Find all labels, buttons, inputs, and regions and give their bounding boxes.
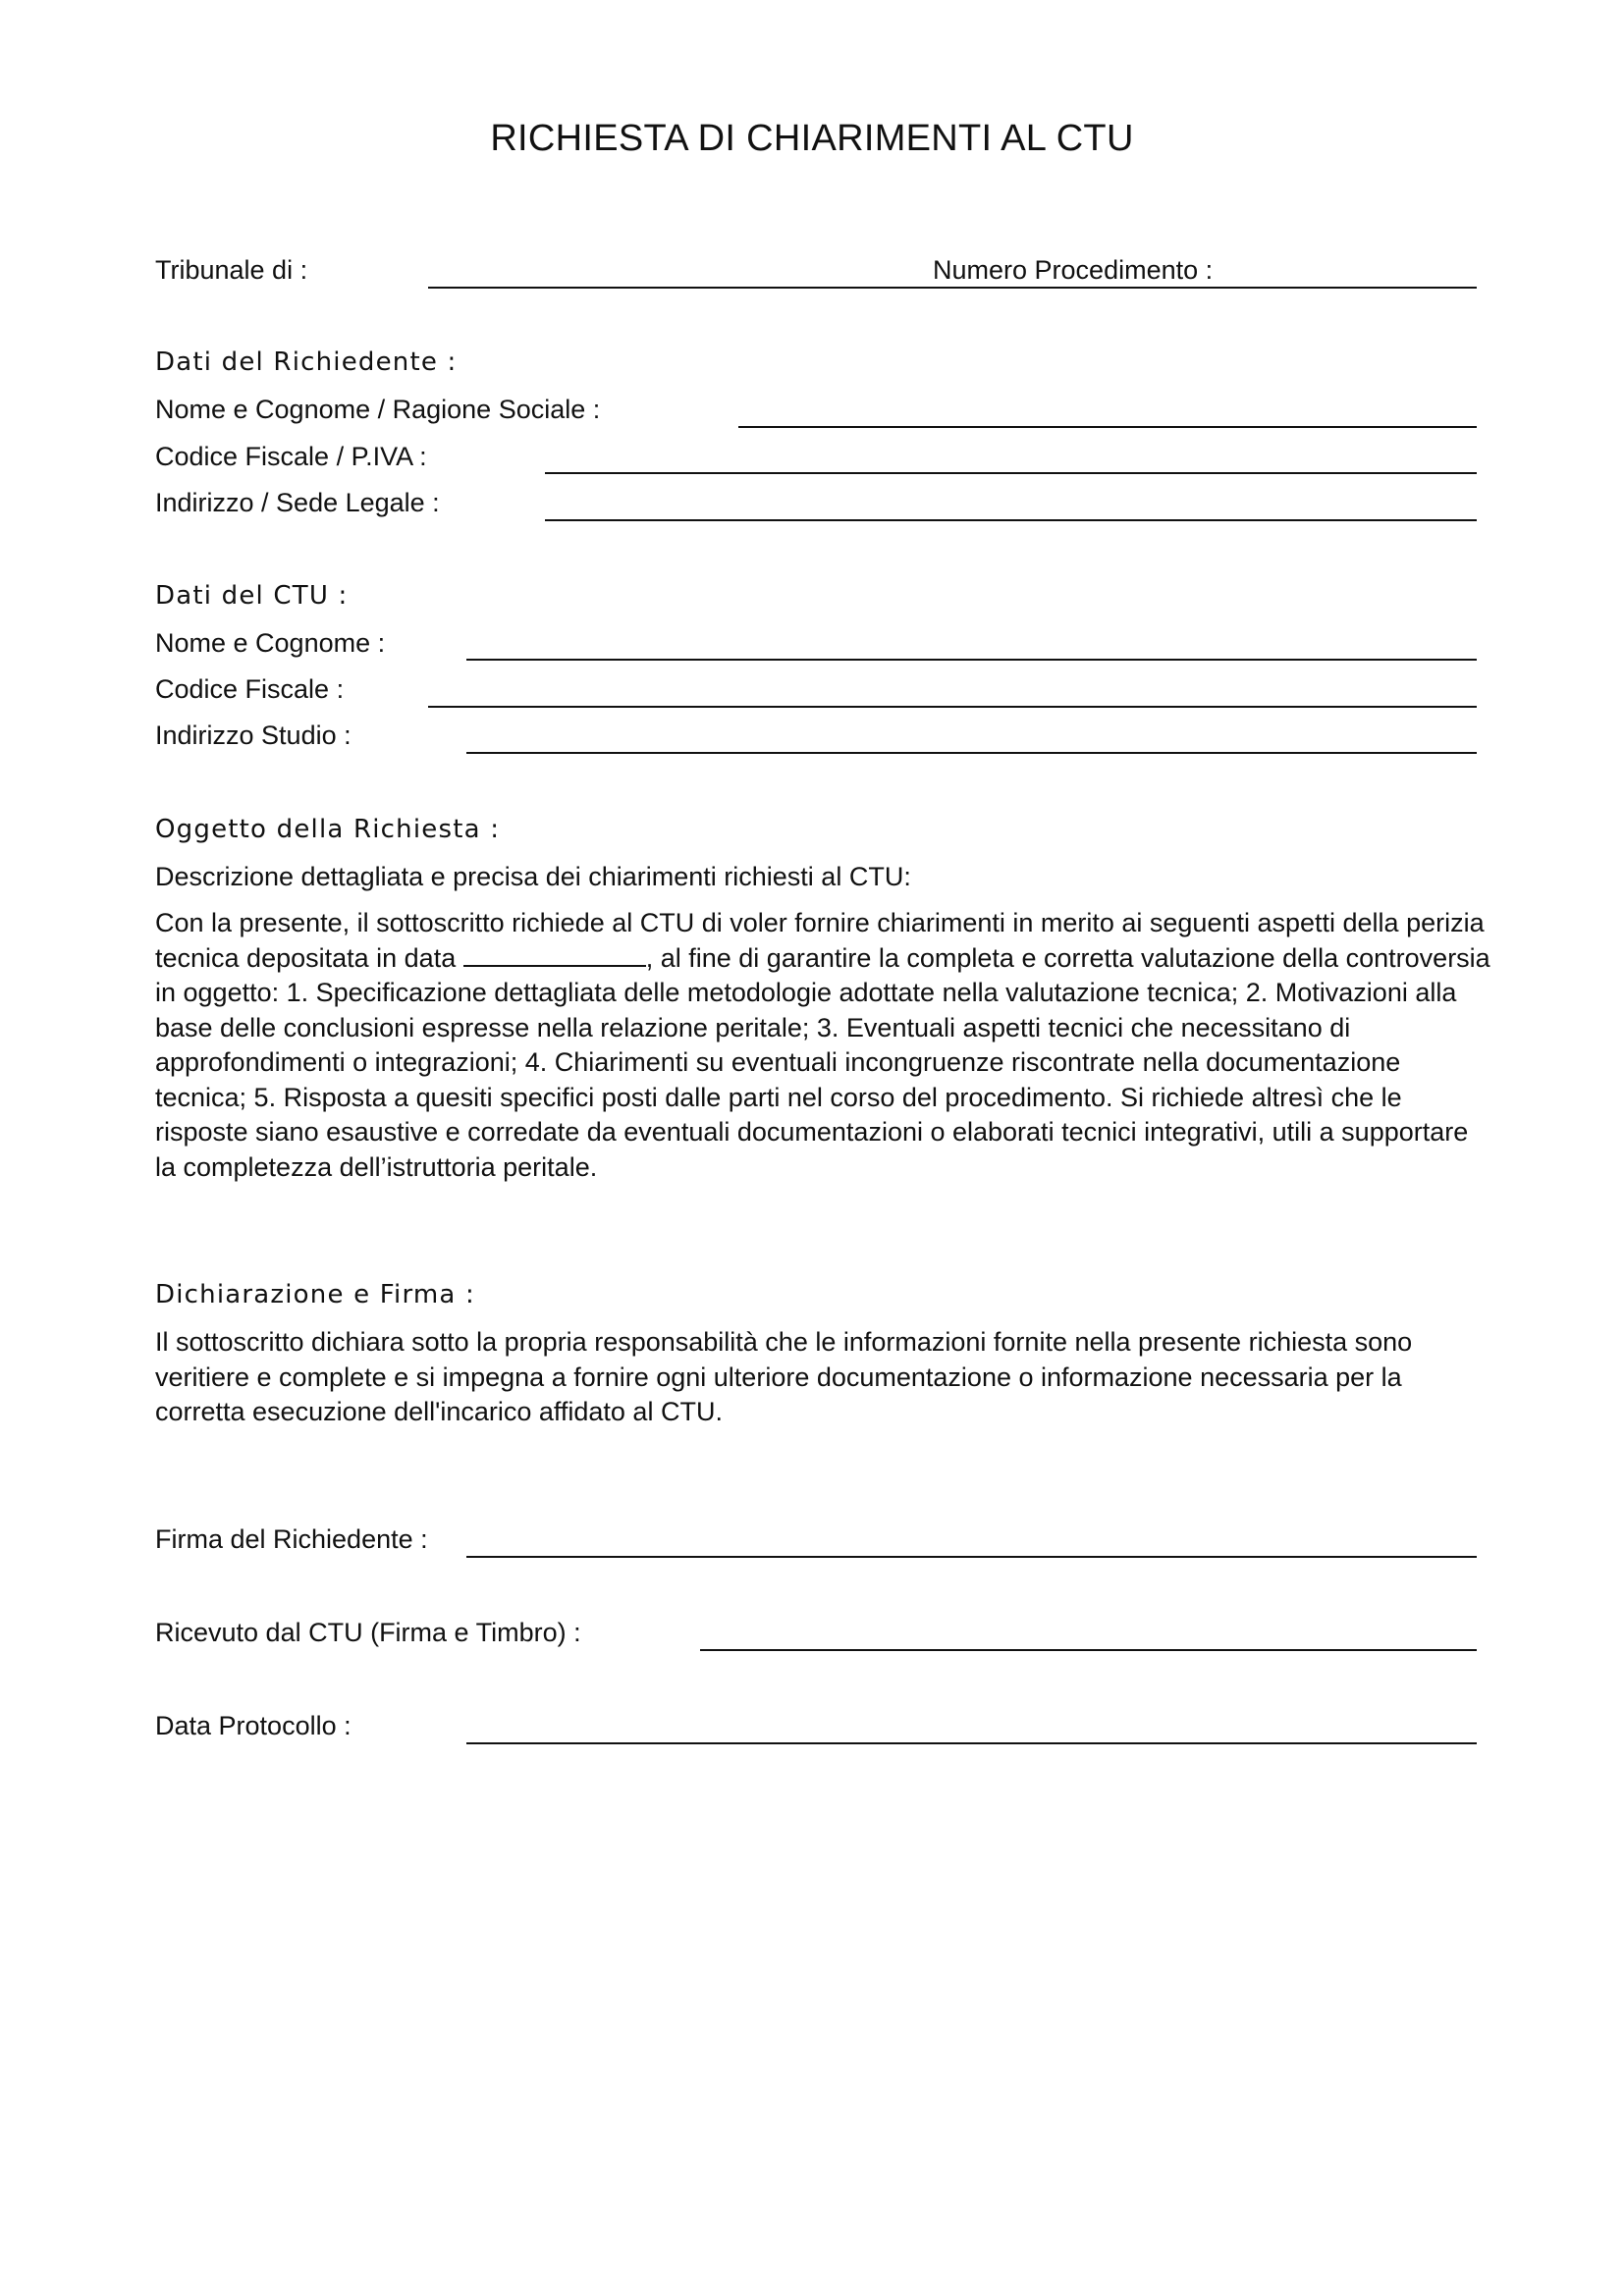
richiedente-indirizzo-label: Indirizzo / Sede Legale : [155,488,440,517]
oggetto-descrizione-label: Descrizione dettagliata e precisa dei chiarimenti richiesti al CTU: [155,862,911,891]
data-deposito-blank[interactable] [463,943,646,967]
ricevuto-ctu-label: Ricevuto dal CTU (Firma e Timbro) : [155,1618,581,1647]
ctu-codice-fiscale-field-line[interactable] [428,706,1477,708]
ricevuto-ctu-field-line[interactable] [700,1649,1477,1651]
data-protocollo-label: Data Protocollo : [155,1711,352,1740]
ctu-nome-field-line[interactable] [466,659,1477,661]
richiedente-indirizzo-field-line[interactable] [545,519,1477,521]
ctu-indirizzo-field-line[interactable] [466,752,1477,754]
oggetto-body-paragraph [155,906,1490,1185]
firma-richiedente-field-line[interactable] [466,1556,1477,1558]
tribunale-numero-field-line[interactable] [428,287,1477,289]
data-protocollo-field-line[interactable] [466,1742,1477,1744]
firma-richiedente-label: Firma del Richiedente : [155,1524,428,1554]
ctu-indirizzo-label: Indirizzo Studio : [155,721,352,750]
richiedente-heading: Dati del Richiedente : [155,347,458,377]
ctu-codice-fiscale-label: Codice Fiscale : [155,674,345,704]
dichiarazione-heading: Dichiarazione e Firma : [155,1280,475,1309]
richiedente-codice-fiscale-field-line[interactable] [545,472,1477,474]
tribunale-label: Tribunale di : [155,255,308,285]
ctu-nome-label: Nome e Cognome : [155,628,386,658]
oggetto-body-part2: , al fine di garantire la completa e corretta valutazione della controversia in oggetto: 1. Specificazione dettagliata delle metodologie adottate nella valutazione tecnica; 2. Motivazioni alla base delle conclusioni espresse nella relazione peritale; 3. Eventuali aspetti tecnici che necessitano di approfondimenti o integrazioni; 4. Chiarimenti su eventuali incongruenze riscontrate nella documentazione tecnica; 5. Risposta a quesiti specifici posti dalle parti nel corso del procedimento. Si richiede altresì che le risposte siano esaustive e corredate da eventuali documentazioni o elaborati tecnici integrativi, utili a supportare la completezza dell’istruttoria peritale. [155,942,1490,1182]
numero-procedimento-label: Numero Procedimento : [933,255,1214,285]
richiedente-codice-fiscale-label: Codice Fiscale / P.IVA : [155,442,427,471]
document-title: RICHIESTA DI CHIARIMENTI AL CTU [490,118,1134,159]
richiedente-nome-label: Nome e Cognome / Ragione Sociale : [155,395,601,424]
dichiarazione-body-paragraph: Il sottoscritto dichiara sotto la propria responsabilità che le informazioni fornite nella presente richiesta sono veritiere e complete e si impegna a fornire ogni ulteriore documentazione o informazione necessaria per la corretta esecuzione dell'incarico affidato al CTU. [155,1327,1413,1426]
ctu-heading: Dati del CTU : [155,581,349,611]
oggetto-body-part1: Con la presente, il sottoscritto richiede al CTU di voler fornire chiarimenti in merito ai seguenti aspetti della perizia tecnica depositata in data [155,908,1485,973]
oggetto-heading: Oggetto della Richiesta : [155,815,501,844]
richiedente-nome-field-line[interactable] [738,426,1477,428]
